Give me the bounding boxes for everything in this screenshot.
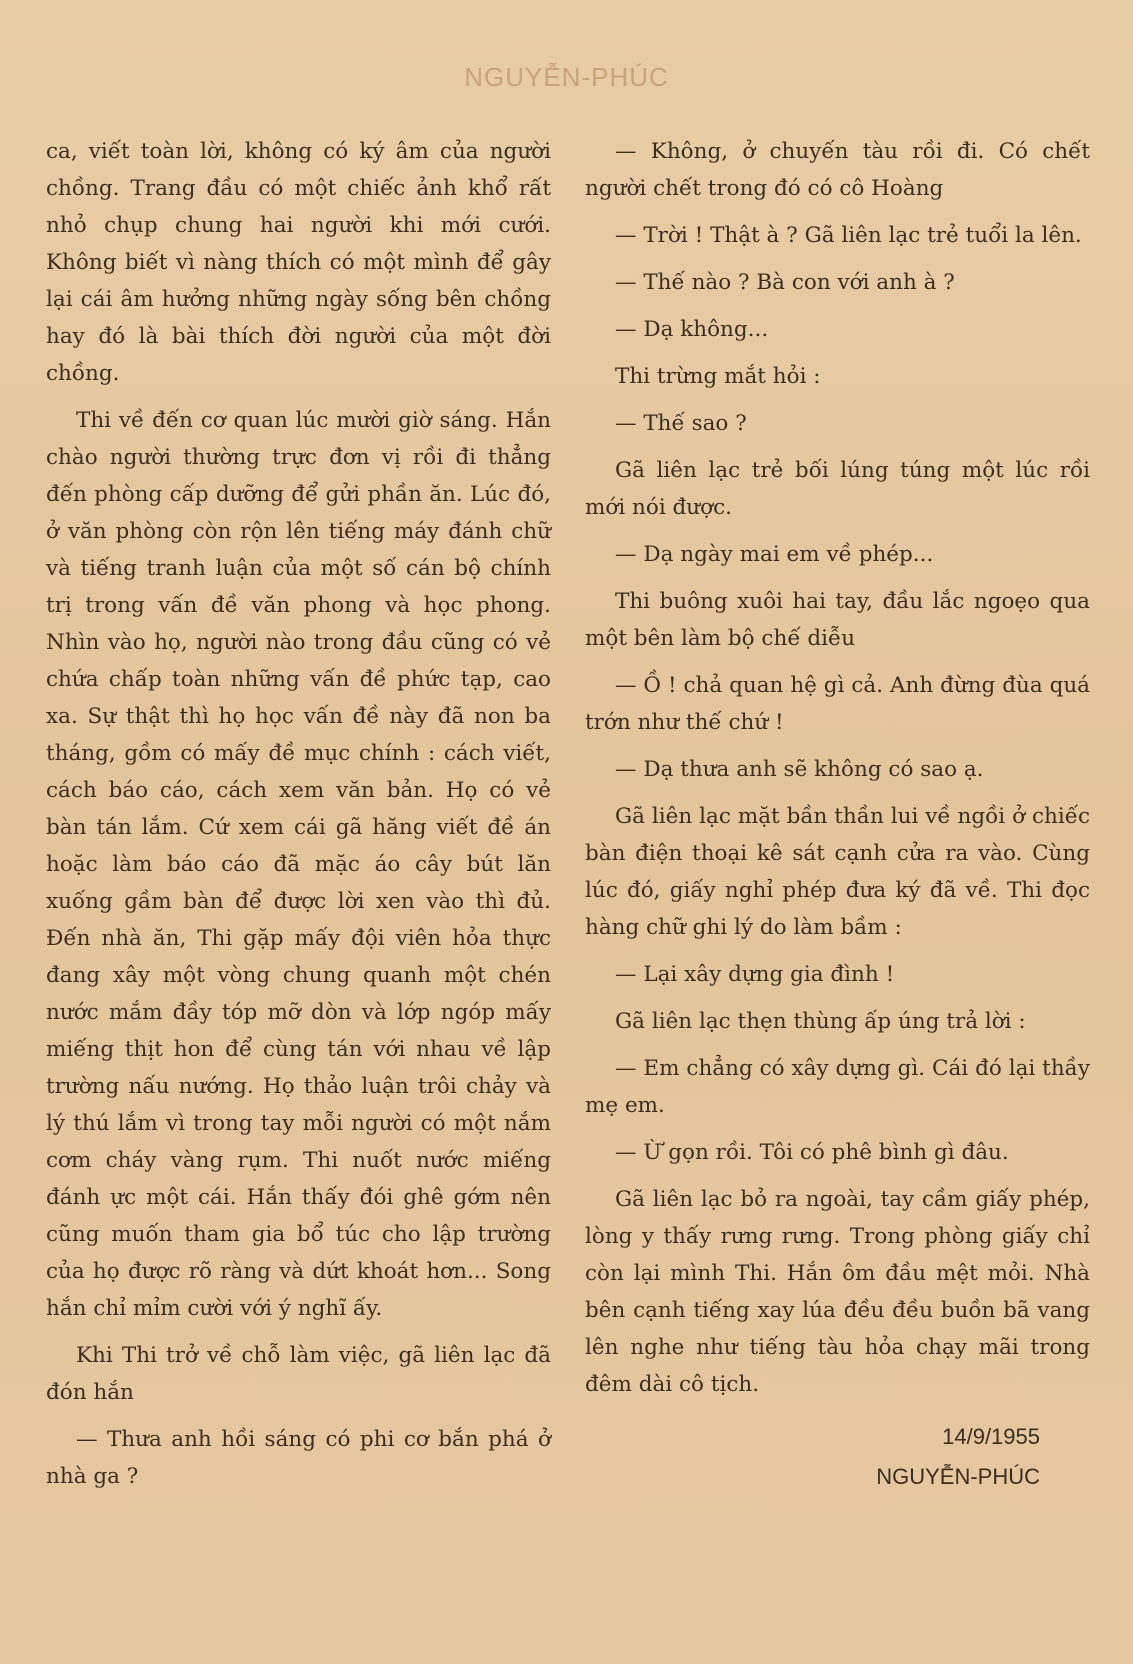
right-column xyxy=(585,133,1090,1497)
paragraph: ca, viết toàn lời, không có ký âm của người chồng. Trang đầu có một chiếc ảnh khổ rất nhỏ chụp chung hai người khi mới cưới. Không biết vì nàng thích có một mình để gây lại cái âm hưởng những ngày sống bên chồng hay đó là bài thích đời người của một đời chồng. xyxy=(46,139,551,386)
paragraph: Gã liên lạc bỏ ra ngoài, tay cầm giấy phép, lòng y thấy rưng rưng. Trong phòng giấy chỉ còn lại mình Thi. Hắn ôm đầu mệt mỏi. Nhà bên cạnh tiếng xay lúa đều đều buồn bã vang lên nghe như tiếng tàu hỏa chạy mãi trong đêm dài cô tịch. xyxy=(585,1187,1090,1397)
paragraph: — Lại xây dựng gia đình ! xyxy=(615,962,895,987)
signature-author: NGUYỄN-PHÚC xyxy=(876,1464,1040,1489)
paragraph: — Thế nào ? Bà con với anh à ? xyxy=(615,270,955,295)
paragraph: Khi Thi trở về chỗ làm việc, gã liên lạc đã đón hắn xyxy=(46,1343,551,1405)
paragraph: Gã liên lạc thẹn thùng ấp úng trả lời : xyxy=(615,1009,1026,1034)
paragraph: — Không, ở chuyến tàu rồi đi. Có chết người chết trong đó có cô Hoàng xyxy=(585,139,1090,201)
paragraph: — Thế sao ? xyxy=(615,411,747,436)
left-column xyxy=(46,133,551,1505)
paragraph: — Ồ ! chả quan hệ gì cả. Anh đừng đùa quá trớn như thế chứ ! xyxy=(585,673,1090,735)
paragraph: — Em chẳng có xây dựng gì. Cái đó lại thầy mẹ em. xyxy=(585,1056,1090,1118)
paragraph: Gã liên lạc trẻ bối lúng túng một lúc rồi mới nói được. xyxy=(585,458,1090,520)
paragraph: — Dạ ngày mai em về phép... xyxy=(615,542,934,567)
signature-date: 14/9/1955 xyxy=(942,1424,1040,1449)
paragraph: Thi trừng mắt hỏi : xyxy=(615,364,821,389)
paragraph: — Dạ thưa anh sẽ không có sao ạ. xyxy=(615,757,984,782)
paragraph: — Thưa anh hồi sáng có phi cơ bắn phá ở nhà ga ? xyxy=(46,1427,551,1489)
paragraph: — Ừ gọn rồi. Tôi có phê bình gì đâu. xyxy=(615,1140,1009,1165)
paragraph: Thi buông xuôi hai tay, đầu lắc ngoẹo qua một bên làm bộ chế diễu xyxy=(585,589,1090,651)
paragraph: Gã liên lạc mặt bần thần lui về ngồi ở chiếc bàn điện thoại kê sát cạnh cửa ra vào. Cùng lúc đó, giấy nghỉ phép đưa ký đã về. Thi đọc hàng chữ ghi lý do làm bầm : xyxy=(585,804,1090,940)
page-header: NGUYỄN-PHÚC xyxy=(464,62,669,92)
signature-block xyxy=(585,1417,1090,1497)
paragraph: — Dạ không... xyxy=(615,317,769,342)
paragraph: — Trời ! Thật à ? Gã liên lạc trẻ tuổi la lên. xyxy=(615,223,1082,248)
paragraph: Thi về đến cơ quan lúc mười giờ sáng. Hắn chào người thường trực đơn vị rồi đi thẳng đến phòng cấp dưỡng để gửi phần ăn. Lúc đó, ở văn phòng còn rộn lên tiếng máy đánh chữ và tiếng tranh luận của một số cán bộ chính trị trong vấn đề văn phong và học phong. Nhìn vào họ, người nào trong đầu cũng có vẻ chứa chấp toàn những vấn đề phức tạp, cao xa. Sự thật thì họ học vấn đề này đã non ba tháng, gồm có mấy đề mục chính : cách viết, cách báo cáo, cách xem văn bản. Họ có vẻ bàn tán lắm. Cứ xem cái gã hăng viết đề án hoặc làm báo cáo đã mặc áo cây bút lăn xuống gầm bàn để được lời xen vào thì đủ. Đến nhà ăn, Thi gặp mấy đội viên hỏa thực đang xây một vòng chung quanh một chén nước mắm đầy tóp mỡ dòn và lớp ngóp mấy miếng thịt hon để cùng tán với nhau về lập trường nấu nướng. Họ thảo luận trôi chảy và lý thú lắm vì trong tay mỗi người có một nắm cơm cháy vàng rụm. Thi nuốt nước miếng đánh ực một cái. Hắn thấy đói ghê gớm nên cũng muốn tham gia bổ túc cho lập trường của họ được rõ ràng và dứt khoát hơn... Song hắn chỉ mỉm cười với ý nghĩ ấy. xyxy=(46,408,551,1321)
